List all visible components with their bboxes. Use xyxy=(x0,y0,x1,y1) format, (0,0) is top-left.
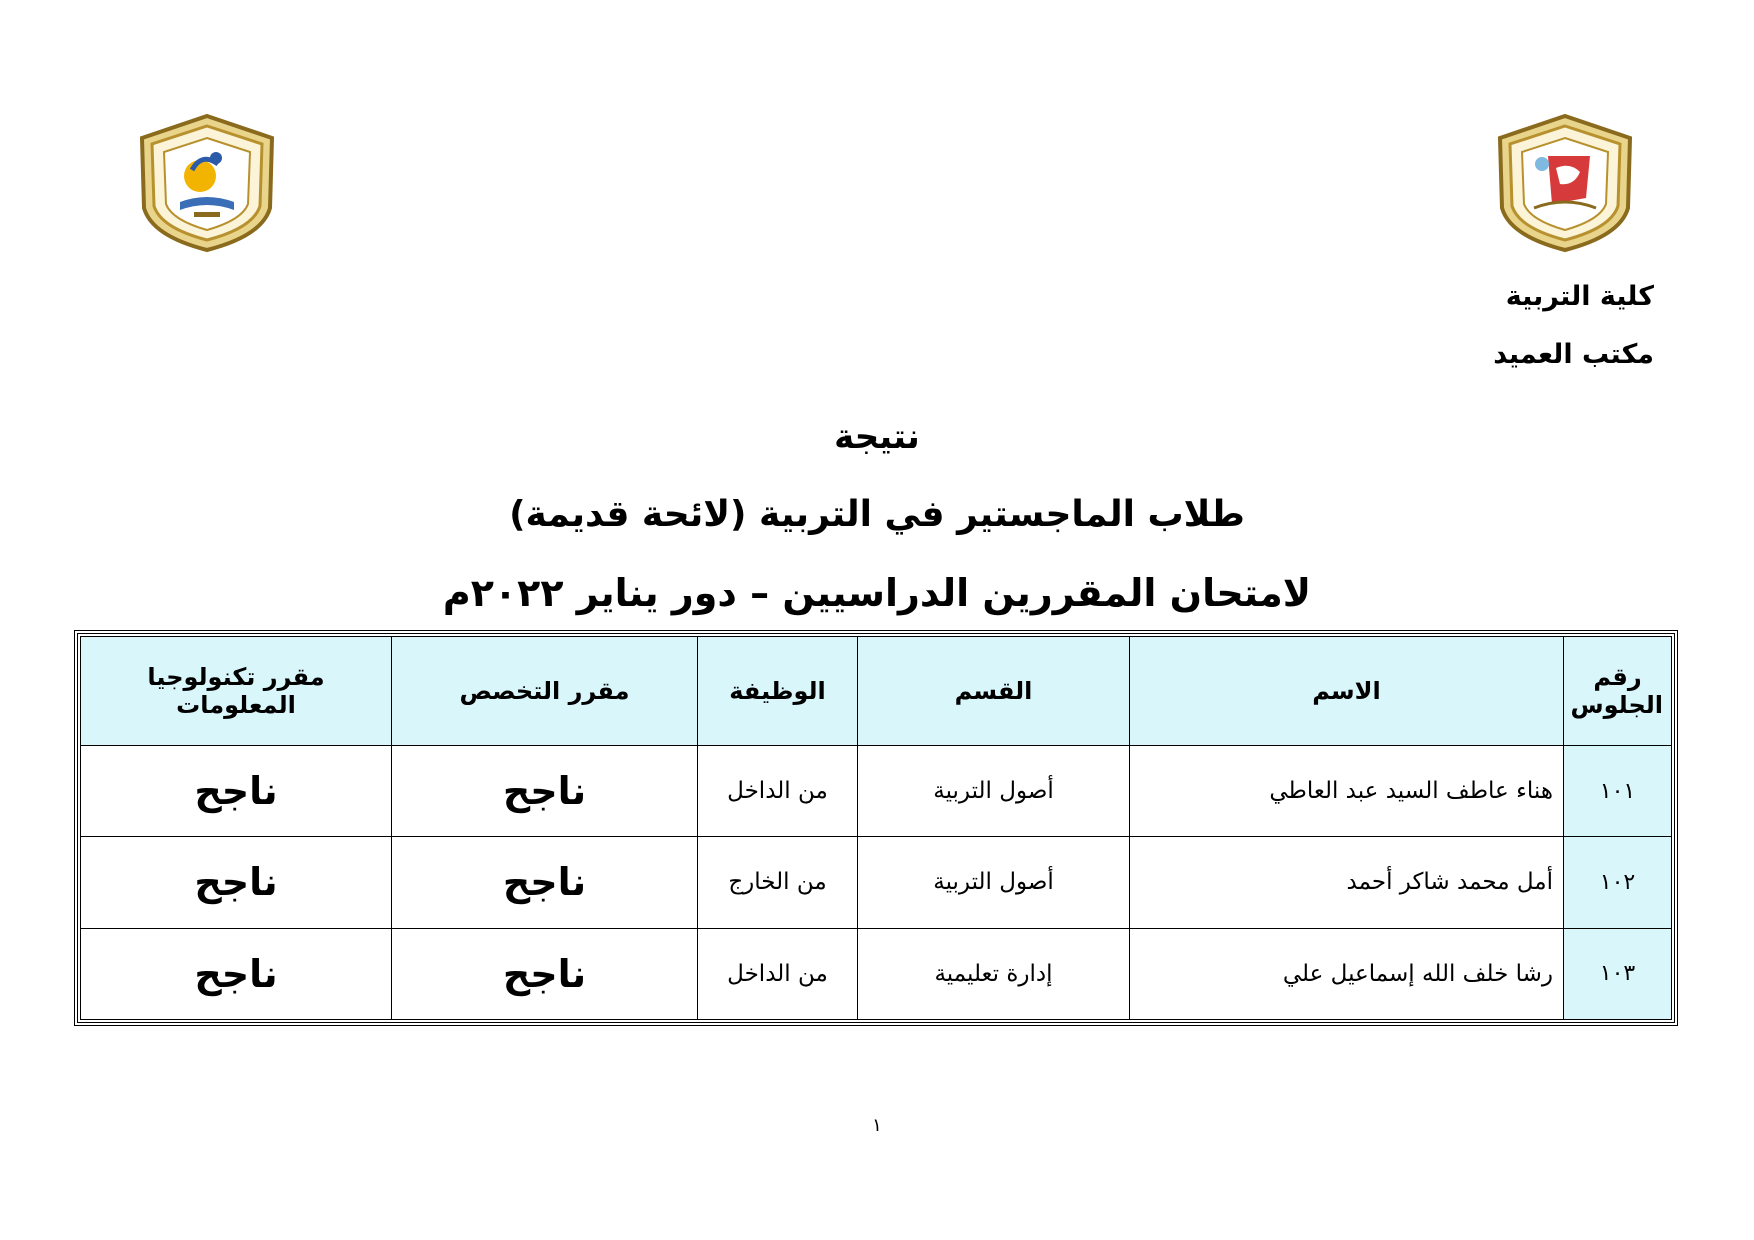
faculty-of-education-logo xyxy=(132,112,282,254)
job: من الخارج xyxy=(698,837,858,928)
table-row xyxy=(81,746,1672,837)
specialization-result: ناجح xyxy=(392,837,698,928)
table-row xyxy=(81,928,1672,1019)
it-result: ناجح xyxy=(81,746,392,837)
it-result: ناجح xyxy=(81,928,392,1019)
results-table-frame xyxy=(74,630,1678,1026)
header-name: الاسم xyxy=(1130,637,1564,746)
student-name: رشا خلف الله إسماعيل علي xyxy=(1130,928,1564,1019)
department: أصول التربية xyxy=(858,837,1130,928)
it-result: ناجح xyxy=(81,837,392,928)
specialization-result: ناجح xyxy=(392,928,698,1019)
job: من الداخل xyxy=(698,928,858,1019)
header-job: الوظيفة xyxy=(698,637,858,746)
header-it: مقرر تكنولوجيا المعلومات xyxy=(81,637,392,746)
specialization-result: ناجح xyxy=(392,746,698,837)
job: من الداخل xyxy=(698,746,858,837)
department: أصول التربية xyxy=(858,746,1130,837)
title-result: نتيجة xyxy=(834,417,920,457)
student-name: هناء عاطف السيد عبد العاطي xyxy=(1130,746,1564,837)
dean-office: مكتب العميد xyxy=(1493,339,1654,370)
page-number: ١ xyxy=(872,1115,882,1136)
title-exam: لامتحان المقررين الدراسيين – دور يناير ٢٠٢٢م xyxy=(442,571,1312,615)
student-name: أمل محمد شاكر أحمد xyxy=(1130,837,1564,928)
document-titles xyxy=(0,398,1754,632)
results-table xyxy=(80,636,1672,1020)
header-seat: رقم الجلوس xyxy=(1564,637,1672,746)
table-header-row xyxy=(81,637,1672,746)
seat-number: ١٠١ xyxy=(1564,746,1672,837)
seat-number: ١٠٢ xyxy=(1564,837,1672,928)
header-department: القسم xyxy=(858,637,1130,746)
faculty-name: كلية التربية xyxy=(1505,281,1654,312)
header-specialization: مقرر التخصص xyxy=(392,637,698,746)
table-row xyxy=(81,837,1672,928)
department: إدارة تعليمية xyxy=(858,928,1130,1019)
faculty-header xyxy=(1493,268,1654,384)
title-program: طلاب الماجستير في التربية (لائحة قديمة) xyxy=(509,494,1245,535)
sohag-university-logo xyxy=(1490,112,1640,254)
seat-number: ١٠٣ xyxy=(1564,928,1672,1019)
